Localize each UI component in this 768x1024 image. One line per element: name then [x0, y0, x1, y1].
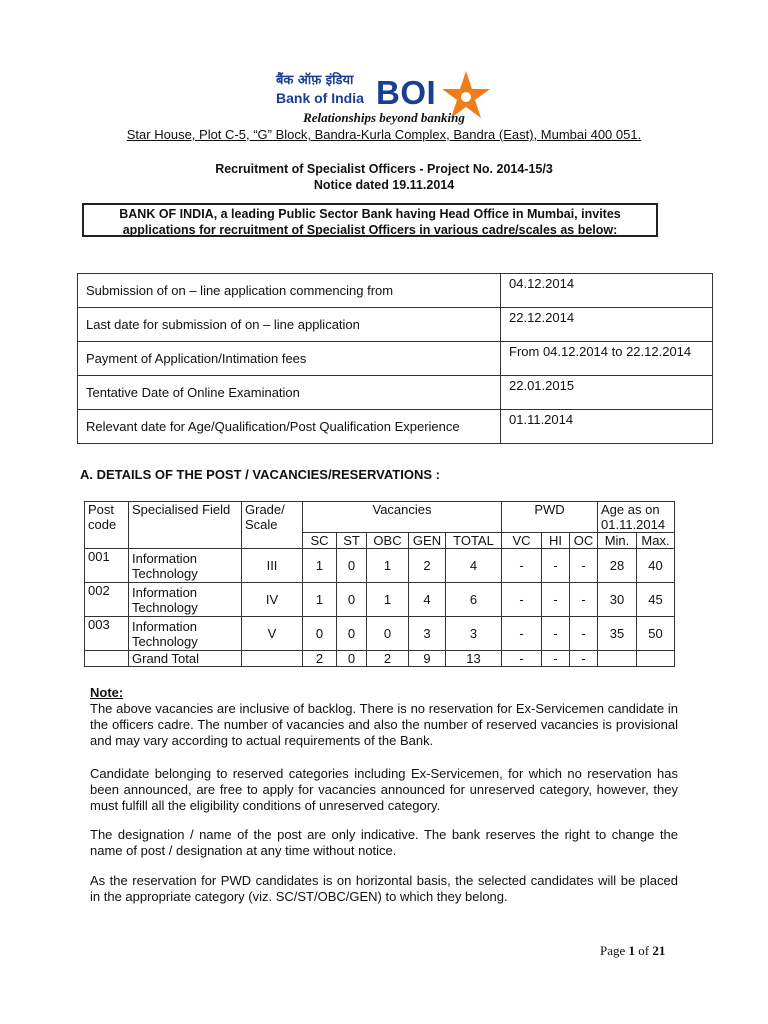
cell-max: 50 — [637, 617, 675, 651]
grand-total-row — [85, 651, 675, 667]
note-paragraph: As the reservation for PWD candidates is on horizontal basis, the selected candidates will be placed in the appropriate category (viz. SC/ST/OBC/GEN) to which they belong. — [90, 873, 678, 904]
section-a-heading: A. DETAILS OF THE POST / VACANCIES/RESERVATIONS : — [80, 467, 440, 482]
cell-min: 35 — [598, 617, 637, 651]
cell-gen: 2 — [409, 549, 446, 583]
header-oc: OC — [570, 533, 598, 549]
post-grade: V — [242, 617, 303, 651]
cell-hi: - — [542, 651, 570, 667]
cell-obc: 0 — [367, 617, 409, 651]
cell-oc: - — [570, 617, 598, 651]
cell-st: 0 — [337, 617, 367, 651]
cell-min: 30 — [598, 583, 637, 617]
header-gen: GEN — [409, 533, 446, 549]
cell-gen: 3 — [409, 617, 446, 651]
cell-vc: - — [502, 651, 542, 667]
address — [0, 127, 768, 142]
post-field: Information Technology — [129, 617, 242, 651]
cell-st: 0 — [337, 651, 367, 667]
header-post-code: Post code — [85, 502, 129, 549]
cell-total: 3 — [446, 617, 502, 651]
cell-obc: 1 — [367, 549, 409, 583]
header-pwd: PWD — [502, 502, 598, 533]
table-row — [78, 342, 713, 376]
intro-box — [82, 203, 658, 237]
cell-max: 45 — [637, 583, 675, 617]
table-row — [78, 376, 713, 410]
grand-total-label: Grand Total — [129, 651, 242, 667]
cell-gen: 4 — [409, 583, 446, 617]
cell-st: 0 — [337, 583, 367, 617]
intro-line-2: applications for recruitment of Specialist Officers in various cadre/scales as below: — [122, 223, 618, 237]
date-label: Relevant date for Age/Qualification/Post Qualification Experience — [78, 410, 501, 444]
logo-english-text: Bank of India — [276, 90, 364, 106]
post-grade: III — [242, 549, 303, 583]
header-grade-scale: Grade/ Scale — [242, 502, 303, 549]
cell-hi: - — [542, 617, 570, 651]
note-heading: Note: — [90, 685, 124, 700]
cell-vc: - — [502, 549, 542, 583]
grand-total-blank — [242, 651, 303, 667]
important-dates-table — [77, 273, 713, 444]
cell-hi: - — [542, 549, 570, 583]
cell-min: 28 — [598, 549, 637, 583]
header-st: ST — [337, 533, 367, 549]
date-label: Tentative Date of Online Examination — [78, 376, 501, 410]
page-current: 1 — [628, 943, 636, 958]
cell-total: 6 — [446, 583, 502, 617]
header-vc: VC — [502, 533, 542, 549]
cell-gen: 9 — [409, 651, 446, 667]
cell-sc: 0 — [303, 617, 337, 651]
date-value: 04.12.2014 — [501, 274, 713, 308]
date-label: Submission of on – line application commencing from — [78, 274, 501, 308]
cell-hi: - — [542, 583, 570, 617]
cell-oc: - — [570, 549, 598, 583]
post-code: 003 — [85, 617, 129, 651]
cell-oc: - — [570, 651, 598, 667]
date-value: From 04.12.2014 to 22.12.2014 — [501, 342, 713, 376]
grand-total-blank — [85, 651, 129, 667]
header-vacancies: Vacancies — [303, 502, 502, 533]
page-number — [600, 943, 665, 959]
header-specialised-field: Specialised Field — [129, 502, 242, 549]
cell-vc: - — [502, 617, 542, 651]
logo-hindi-text: बैंक ऑफ़ इंडिया — [276, 73, 354, 88]
date-value: 22.12.2014 — [501, 308, 713, 342]
header-hi: HI — [542, 533, 570, 549]
table-header-row — [85, 502, 675, 533]
address-text: Star House, Plot C-5, “G” Block, Bandra-Kurla Complex, Bandra (East), Mumbai 400 051. — [126, 127, 642, 142]
cell-max: 40 — [637, 549, 675, 583]
vacancy-table — [84, 501, 675, 667]
note-paragraph: Candidate belonging to reserved categories including Ex-Servicemen, for which no reservation has been announced, are free to apply for vacancies announced for unreserved category, however, they must fulfill all the eligibility conditions of unreserved category. — [90, 766, 678, 813]
post-code: 001 — [85, 549, 129, 583]
table-row — [78, 274, 713, 308]
date-value: 01.11.2014 — [501, 410, 713, 444]
table-row — [85, 617, 675, 651]
post-field: Information Technology — [129, 583, 242, 617]
note-paragraph: The above vacancies are inclusive of backlog. There is no reservation for Ex-Servicemen candidate in the officers cadre. The number of vacancies and also the number of reserved vacancies is provisional and may vary according to actual requirements of the Bank. — [90, 701, 678, 748]
date-label: Last date for submission of on – line application — [78, 308, 501, 342]
cell-sc: 1 — [303, 583, 337, 617]
page-of: of — [638, 943, 650, 958]
cell-st: 0 — [337, 549, 367, 583]
date-label: Payment of Application/Intimation fees — [78, 342, 501, 376]
note-paragraph: The designation / name of the post are only indicative. The bank reserves the right to change the name of post / designation at any time without notice. — [90, 827, 678, 858]
notice-title: Recruitment of Specialist Officers - Project No. 2014-15/3 — [215, 162, 553, 176]
intro-line-1: BANK OF INDIA, a leading Public Sector Bank having Head Office in Mumbai, invites — [119, 207, 621, 221]
header-max: Max. — [637, 533, 675, 549]
cell-total: 13 — [446, 651, 502, 667]
post-field: Information Technology — [129, 549, 242, 583]
post-grade: IV — [242, 583, 303, 617]
cell-oc: - — [570, 583, 598, 617]
cell-obc: 2 — [367, 651, 409, 667]
table-row — [78, 410, 713, 444]
header-age: Age as on 01.11.2014 — [598, 502, 675, 533]
table-row — [78, 308, 713, 342]
tagline: Relationships beyond banking — [303, 110, 465, 125]
grand-total-blank — [598, 651, 637, 667]
cell-total: 4 — [446, 549, 502, 583]
grand-total-blank — [637, 651, 675, 667]
cell-obc: 1 — [367, 583, 409, 617]
page-total: 21 — [652, 943, 666, 958]
table-row — [85, 549, 675, 583]
header-min: Min. — [598, 533, 637, 549]
logo-boi-mark: BOI — [376, 74, 437, 111]
header-obc: OBC — [367, 533, 409, 549]
header-total: TOTAL — [446, 533, 502, 549]
header-sc: SC — [303, 533, 337, 549]
cell-sc: 1 — [303, 549, 337, 583]
cell-vc: - — [502, 583, 542, 617]
date-value: 22.01.2015 — [501, 376, 713, 410]
page-label: Page — [600, 943, 626, 958]
notice-date: Notice dated 19.11.2014 — [313, 178, 455, 192]
post-code: 002 — [85, 583, 129, 617]
cell-sc: 2 — [303, 651, 337, 667]
table-row — [85, 583, 675, 617]
